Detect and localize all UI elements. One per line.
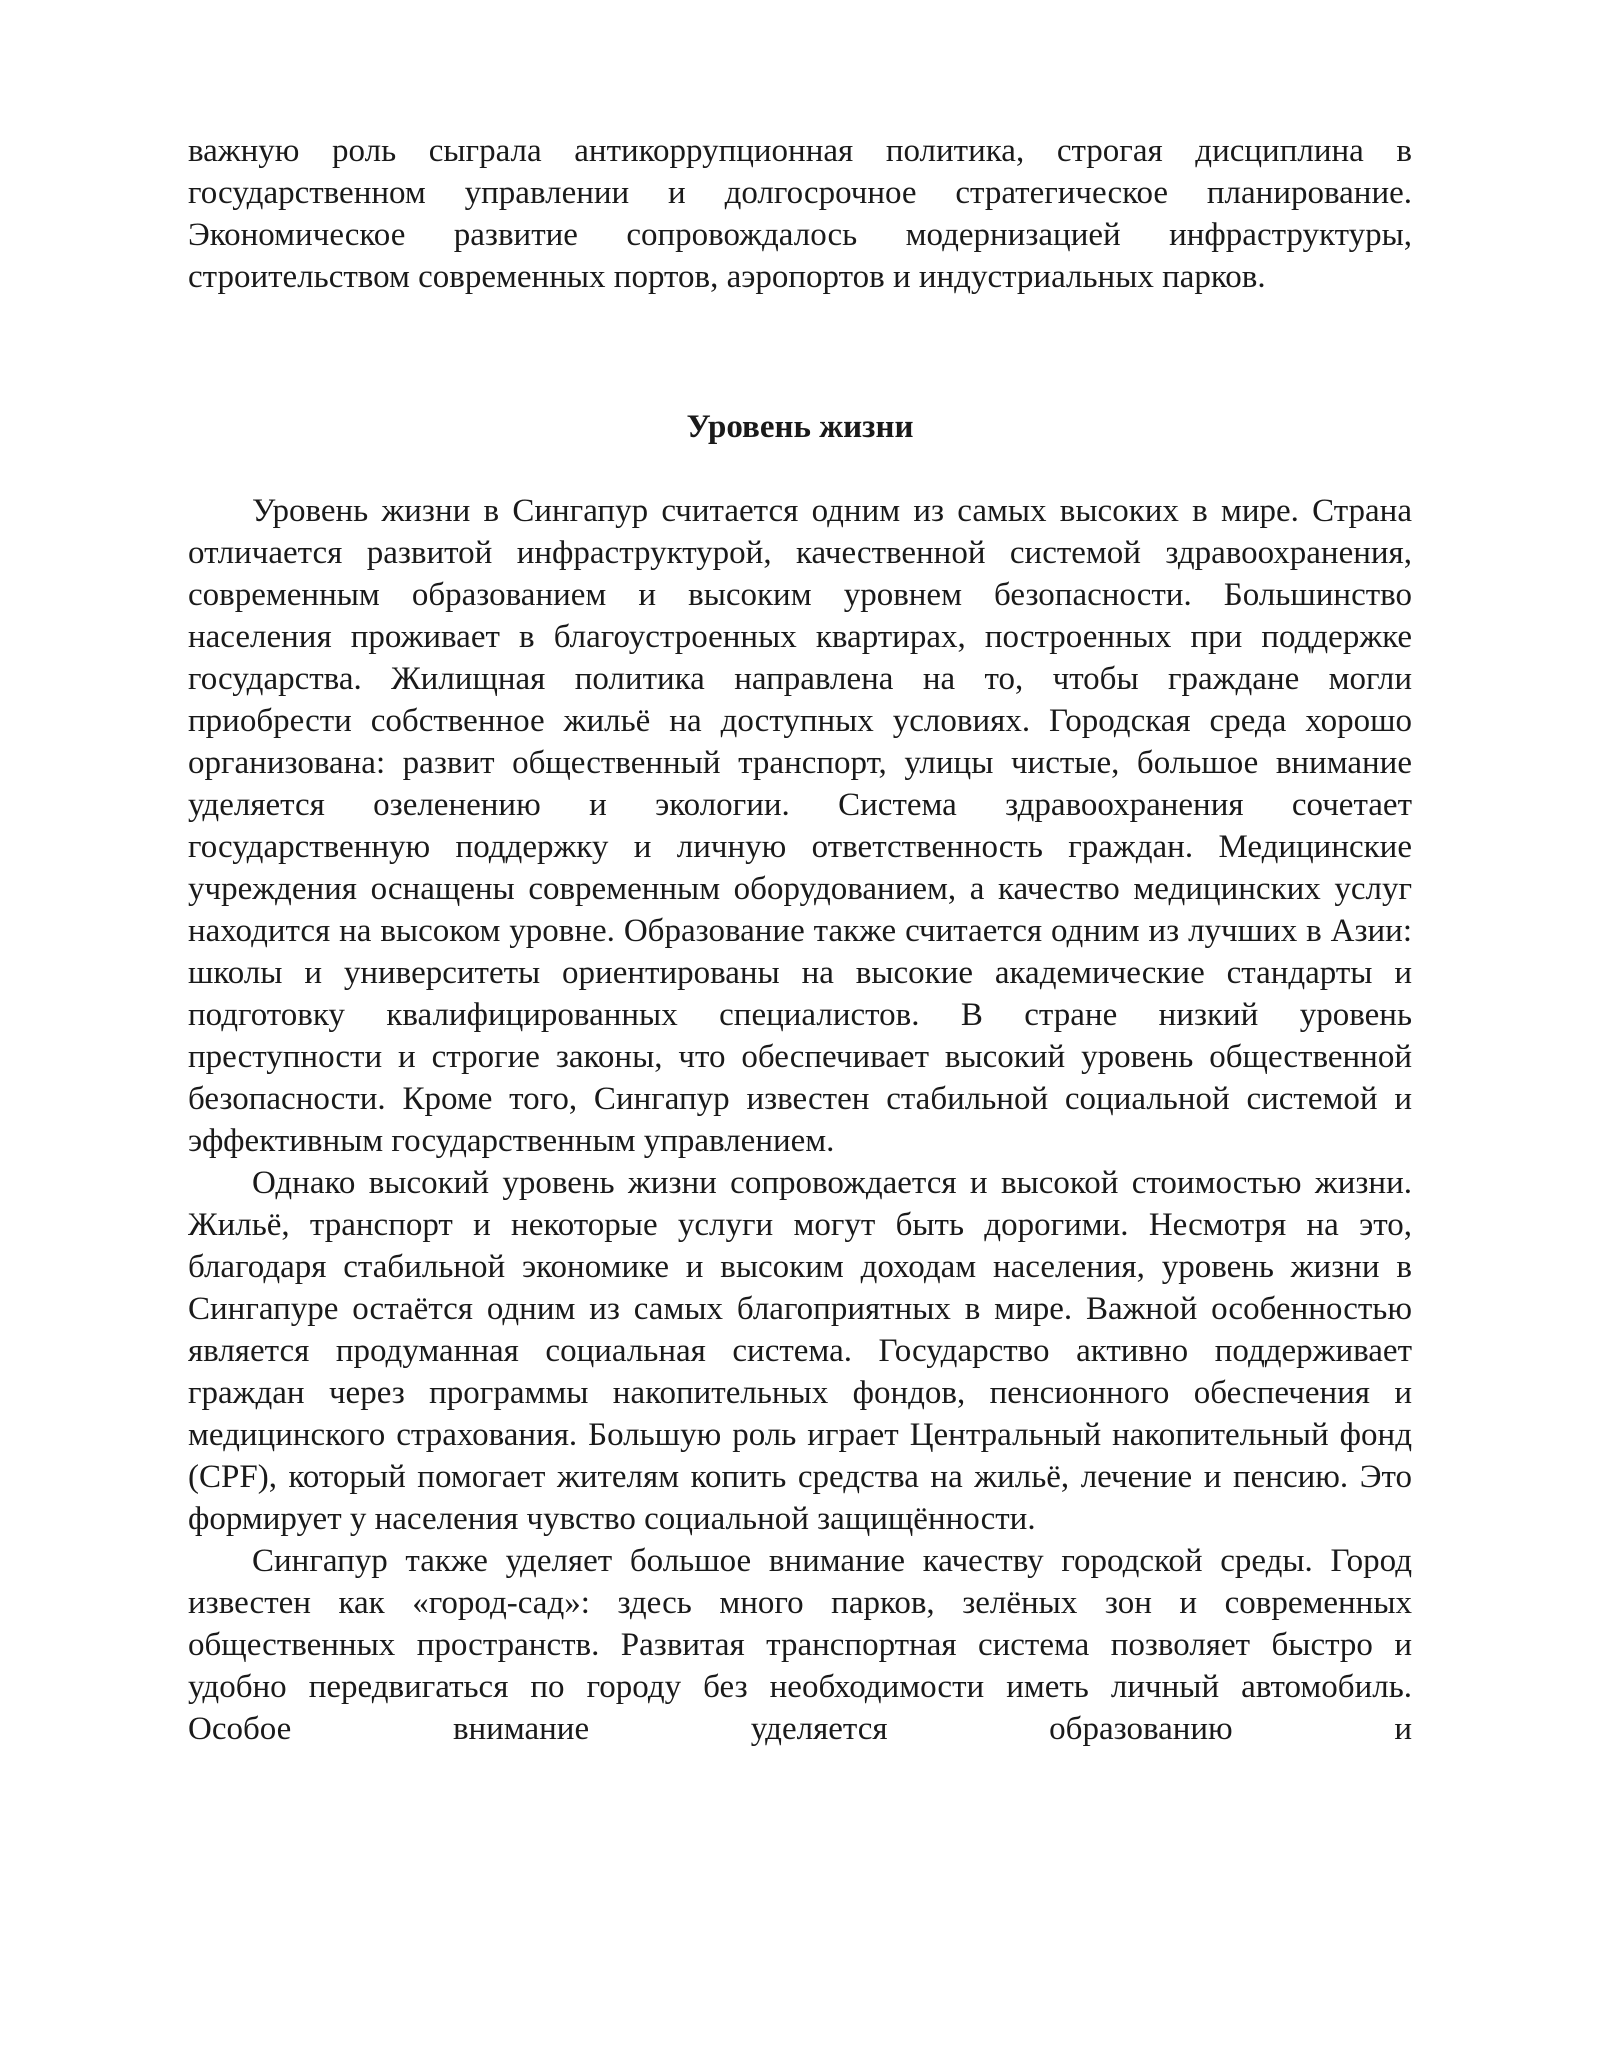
- paragraph-1: Уровень жизни в Сингапур считается одним из самых высоких в мире. Страна отличается развитой инфраструктурой, качественной системой здравоохранения, современным образованием и высоким уровнем безопасности. Большинство населения проживает в благоустроенных квартирах, построенных при поддержке государства. Жилищная политика направлена на то, чтобы граждане могли приобрести собственное жильё на доступных условиях. Городская среда хорошо организована: развит общественный транспорт, улицы чистые, большое внимание уделяется озеленению и экологии. Система здравоохранения сочетает государственную поддержку и личную ответственность граждан. Медицинские учреждения оснащены современным оборудованием, а качество медицинских услуг находится на высоком уровне. Образование также считается одним из лучших в Азии: школы и университеты ориентированы на высокие академические стандарты и подготовку квалифицированных специалистов. В стране низкий уровень преступности и строгие законы, что обеспечивает высокий уровень общественной безопасности. Кроме того, Сингапур известен стабильной социальной системой и эффективным государственным управлением.: [188, 493, 1412, 1159]
- paragraph-3: Сингапур также уделяет большое внимание качеству городской среды. Город известен как «город-сад»: здесь много парков, зелёных зон и современных общественных пространств. Развитая транспортная система позволяет быстро и удобно передвигаться по городу без необходимости иметь личный автомобиль. Особое внимание уделяется образованию и: [188, 1543, 1412, 1747]
- paragraph-2: Однако высокий уровень жизни сопровождается и высокой стоимостью жизни. Жильё, транспорт и некоторые услуги могут быть дорогими. Несмотря на это, благодаря стабильной экономике и высоким доходам населения, уровень жизни в Сингапуре остаётся одним из самых благоприятных в мире. Важной особенностью является продуманная социальная система. Государство активно поддерживает граждан через программы накопительных фондов, пенсионного обеспечения и медицинского страхования. Большую роль играет Центральный накопительный фонд (CPF), который помогает жителям копить средства на жильё, лечение и пенсию. Это формирует у населения чувство социальной защищённости.: [188, 1165, 1412, 1537]
- intro-paragraph: важную роль сыграла антикоррупционная политика, строгая дисциплина в государственном управлении и долгосрочное стратегическое планирование. Экономическое развитие сопровождалось модернизацией инфраструктуры, строительством современных портов, аэропортов и индустриальных парков.: [188, 133, 1412, 295]
- section-heading: Уровень жизни: [686, 409, 914, 445]
- document-body: [188, 130, 1412, 1750]
